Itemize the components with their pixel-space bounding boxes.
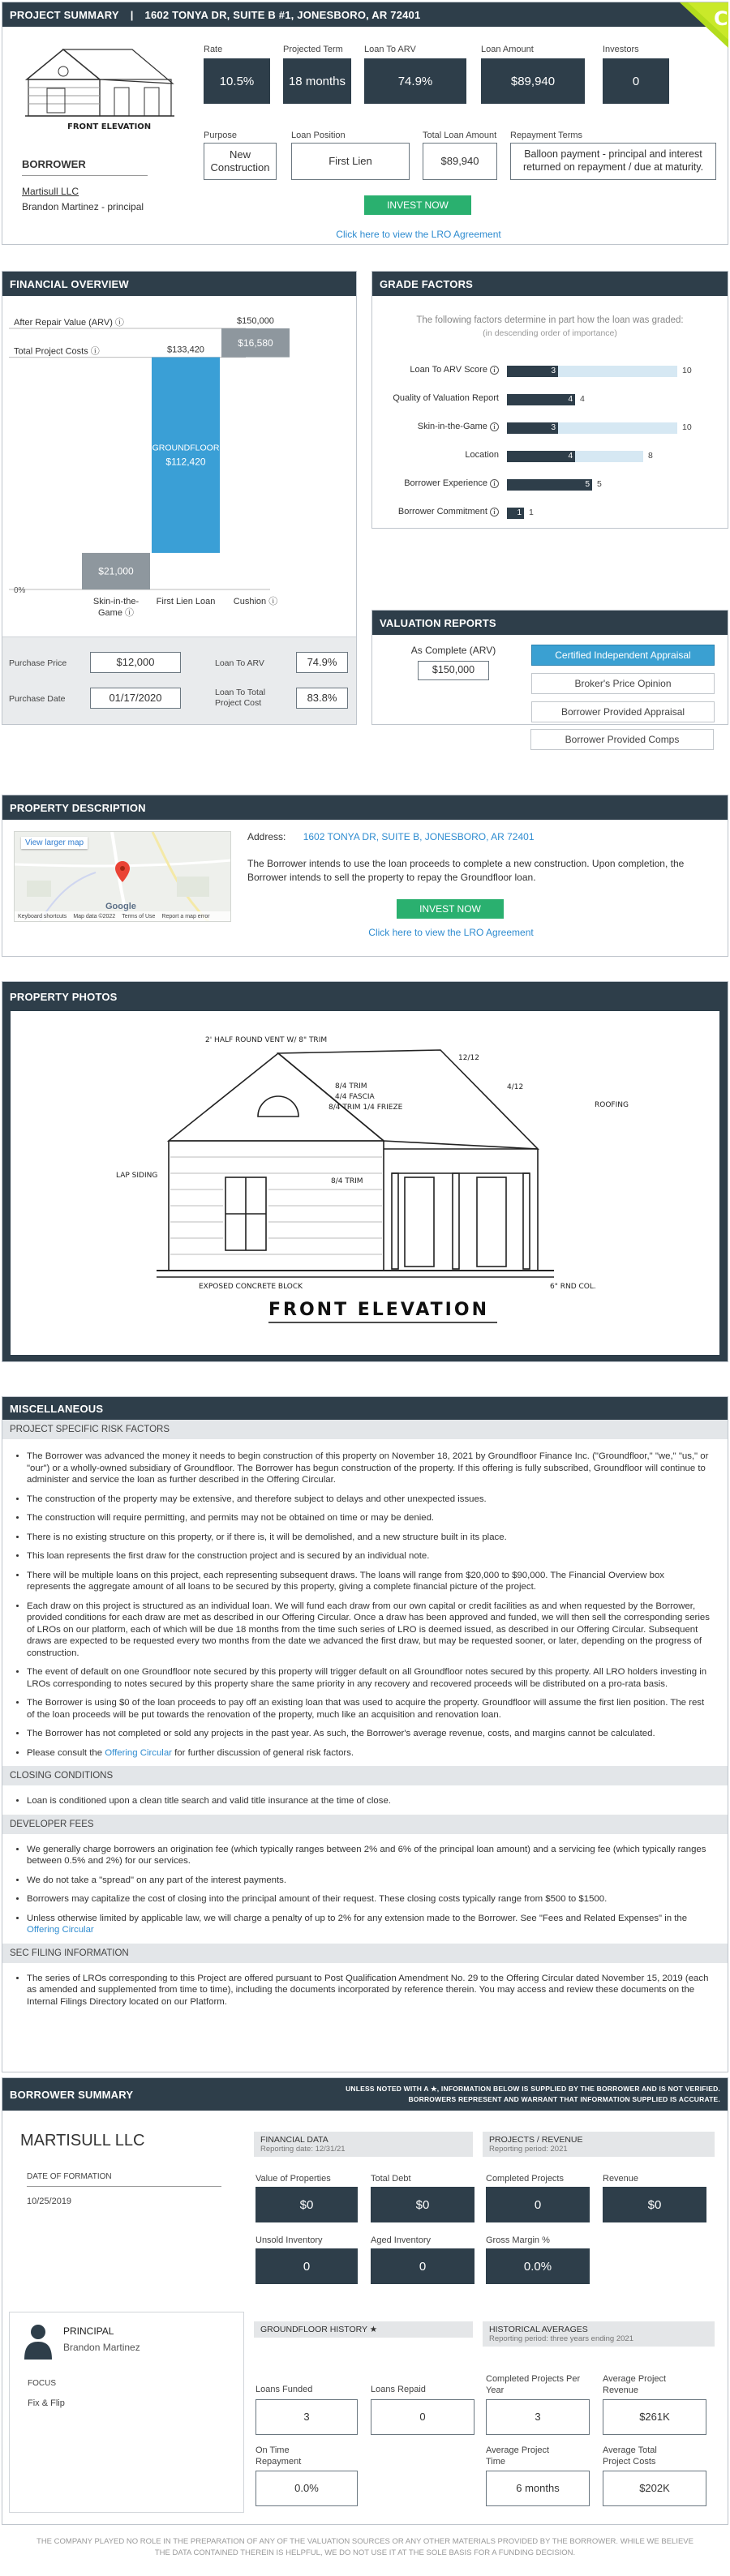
risk-item: • The Borrower has not completed or sold any projects in the past year. As such, the Borrower's average revenue, costs, and margins cannot be calculated. <box>27 1728 710 1740</box>
metric-term-label: Projected Term <box>283 45 343 54</box>
property-description-text: The Borrower intends to use the loan proceeds to complete a new construction. Upon completion, the Borrower intends to sell the property to repay the Groundfloor loan. <box>247 858 685 883</box>
bar-loan-label-2: $112,420 <box>165 456 206 468</box>
fee-item: • We do not take a "spread" on any part of the interest payments. <box>27 1875 710 1887</box>
avg-cost-value: $202K <box>603 2471 706 2506</box>
risk-factors-list <box>2 1451 728 1759</box>
borrower-summary-title: BORROWER SUMMARY <box>10 2088 134 2101</box>
grade-factor-track <box>507 394 575 405</box>
purchase-price-value: $12,000 <box>90 652 181 673</box>
detail-purpose-label: Purpose <box>204 131 237 140</box>
annot-col: 6" RND COL. <box>550 1283 596 1291</box>
risk-item: • There will be multiple loans on this project, each representing subsequent draws. The loans will range from $20,000 to $90,000. The Financial Overview box represents the aggregate amount of all loans to be secured by this property, giving a complete financial picture of the project. <box>27 1570 710 1593</box>
grade-factor-fill: 1 <box>507 508 524 519</box>
aged-inventory-label: Aged Inventory <box>371 2235 431 2245</box>
photo-caption: FRONT ELEVATION <box>268 1300 489 1320</box>
grade-factor-track <box>507 366 677 377</box>
house-thumbnail <box>19 43 181 136</box>
unsold-inventory-label: Unsold Inventory <box>256 2235 323 2245</box>
consult-pre: Please consult the <box>27 1747 105 1758</box>
risk-item-consult <box>27 1747 710 1759</box>
grade-factor-row <box>372 504 728 522</box>
borrower-notice <box>346 2084 720 2105</box>
averages-sub: Reporting period: three years ending 2021 <box>489 2334 633 2343</box>
bar-loan-label-1: GROUNDFLOOR <box>152 443 220 453</box>
bar-cushion-label: $16,580 <box>238 336 273 349</box>
report-bpo[interactable]: Broker's Price Opinion <box>531 673 715 694</box>
penalty-pre: Unless otherwise limited by applicable law, we will charge a penalty of up to 2% for any extension made to the Borrower. See "Fees and Related Expenses" in the <box>27 1913 688 1923</box>
fee-item: • Borrowers may capitalize the cost of closing into the principal amount of their request. These closing costs typically range from $500 to $1500. <box>27 1893 710 1905</box>
valuation-panel <box>371 610 728 725</box>
property-invest-button[interactable]: INVEST NOW <box>397 899 504 919</box>
sec-item: • The series of LROs corresponding to this Project are offered pursuant to Post Qualification Amendment No. 29 to the Offering Circular dated November 15, 2019 (each as amended and supplemented from time to time), including the documents incorporated by reference therein. You may access and review these documents on the Internal Filings Directory located on our Platform. <box>27 1973 710 2008</box>
annot-trim1: 8/4 TRIM <box>335 1082 367 1091</box>
borrower-company-link[interactable]: Martisull LLC <box>22 186 79 197</box>
info-icon[interactable]: i <box>490 479 499 488</box>
detail-repayment-label: Repayment Terms <box>510 131 583 140</box>
borrower-notice-line1: UNLESS NOTED WITH A ★, INFORMATION BELOW IS SUPPLIED BY THE BORROWER AND IS NOT VERIFIED. <box>346 2085 720 2093</box>
avg-completed-value: 3 <box>486 2399 590 2435</box>
metric-rate <box>204 45 270 104</box>
summary-invest-button[interactable]: INVEST NOW <box>364 195 471 215</box>
grade-factor-fill: 3 <box>507 422 558 434</box>
bar-first-lien-loan <box>152 358 220 553</box>
revenue-label: Revenue <box>603 2174 639 2184</box>
risk-item: • The Borrower was advanced the money it needs to begin construction of this property on November 18, 2021 by Groundfloor Finance Inc. ("Groundfloor," "we," "us," or "our") or a wholly-owned subsidiary of Groundfloor. The Borrower has begun construction of the property. If this offering is fully subscribed, Groundfloor will continue to administer and service the loan as further described in the Offering Circular. <box>27 1451 710 1486</box>
info-icon[interactable]: i <box>490 366 499 375</box>
financial-overview-panel <box>2 271 357 725</box>
grade-factor-label: Borrower Experience i <box>404 478 499 488</box>
grade-factor-label: Quality of Valuation Report <box>393 393 499 403</box>
cat-cushion: Cushion ⓘ <box>233 597 278 606</box>
financial-data-sub: Reporting date: 12/31/21 <box>260 2145 346 2154</box>
metric-ltv-value: 74.9% <box>364 58 466 104</box>
bs-company-name: MARTISULL LLC <box>20 2132 145 2150</box>
property-lro-link[interactable]: Click here to view the LRO Agreement <box>368 927 534 938</box>
property-photos-header <box>2 982 728 1011</box>
grade-factors-title: GRADE FACTORS <box>380 277 474 290</box>
grade-factor-row <box>372 448 728 465</box>
tpc-label: Total Project Costs ⓘ <box>14 346 100 357</box>
bar-skin-label: $21,000 <box>98 565 134 577</box>
miscellaneous-header <box>2 1397 728 1420</box>
closing-conditions-heading: CLOSING CONDITIONS <box>2 1766 728 1785</box>
grade-factor-fill: 3 <box>507 366 558 377</box>
loans-funded-value: 3 <box>256 2399 358 2435</box>
map-footer-report[interactable]: Report a map error <box>161 913 210 919</box>
summary-lro-link[interactable]: Click here to view the LRO Agreement <box>336 229 501 240</box>
grade-factor-fill: 4 <box>507 451 575 462</box>
arv-label: After Repair Value (ARV) ⓘ <box>14 318 124 328</box>
annot-pitch1: 12/12 <box>458 1054 479 1062</box>
annot-fascia: 4/4 FASCIA <box>335 1093 375 1101</box>
grade-factor-row <box>372 391 728 409</box>
miscellaneous-title: MISCELLANEOUS <box>10 1402 104 1415</box>
metric-investors-value: 0 <box>603 58 669 104</box>
map-footer <box>15 911 231 921</box>
info-icon[interactable]: i <box>490 508 499 516</box>
borrower-person: Brandon Martinez - principal <box>22 201 144 212</box>
averages-title: HISTORICAL AVERAGES <box>489 2325 588 2334</box>
purchase-price-label: Purchase Price <box>9 658 67 668</box>
fee-item: • We generally charge borrowers an origination fee (which typically ranges between 2% and 6% of the principal loan amount) and a servicing fee (which typically ranges between 0.5% and 2%) for our services. <box>27 1844 710 1867</box>
property-photos-title: PROPERTY PHOTOS <box>10 990 118 1003</box>
completed-projects-value: 0 <box>486 2187 590 2222</box>
project-address: 1602 TONYA DR, SUITE B #1, JONESBORO, AR 72401 <box>144 8 421 21</box>
borrower-summary-panel <box>2 2077 728 2525</box>
completed-projects-label: Completed Projects <box>486 2174 564 2184</box>
focus-label: FOCUS <box>28 2379 56 2388</box>
grade-factor-track <box>507 422 677 434</box>
map-pin-icon <box>115 861 130 882</box>
projects-sub: Reporting period: 2021 <box>489 2145 568 2154</box>
map-footer-shortcuts[interactable]: Keyboard shortcuts <box>18 913 67 919</box>
ltc-value: 83.8% <box>296 688 348 709</box>
grade-intro: The following factors determine in part how the loan was graded: <box>416 315 684 325</box>
grade-factor-max: 4 <box>580 394 585 404</box>
ltc-label: Loan To Total Project Cost <box>215 688 266 708</box>
loans-repaid-value: 0 <box>371 2399 474 2435</box>
elevation-drawing-icon <box>11 1011 719 1355</box>
consult-post: for further discussion of general risk factors. <box>171 1747 354 1758</box>
annot-roofing: ROOFING <box>595 1101 629 1109</box>
gross-margin-value: 0.0% <box>486 2248 590 2284</box>
borrower-summary-header <box>2 2078 728 2111</box>
ltv-value: 74.9% <box>296 652 348 673</box>
grade-factor-row <box>372 419 728 437</box>
report-borrower-comps[interactable]: Borrower Provided Comps <box>530 729 714 750</box>
property-description-title: PROPERTY DESCRIPTION <box>10 801 146 814</box>
annot-vent: 2' HALF ROUND VENT W/ 8" TRIM <box>205 1036 328 1044</box>
detail-loan-position-label: Loan Position <box>291 131 346 140</box>
detail-repayment-value: Balloon payment - principal and interest returned on repayment / due at maturity. <box>510 143 716 180</box>
risk-item: • There is no existing structure on this property, or if there is, it will be demolished, and a new structure built in its place. <box>27 1532 710 1544</box>
projects-header <box>483 2132 715 2157</box>
projects-title: PROJECTS / REVENUE <box>489 2135 583 2145</box>
sec-filing-list <box>2 1973 728 2008</box>
loans-funded-label: Loans Funded <box>256 2385 313 2394</box>
grade-factor-max: 8 <box>648 451 653 461</box>
project-summary-title: PROJECT SUMMARY <box>10 8 119 21</box>
valuation-header <box>372 611 728 635</box>
cat-skin-line-1: Skin-in-the- <box>92 597 140 606</box>
grade-factor-fill: 5 <box>507 479 592 491</box>
bs-date-label: DATE OF FORMATION <box>27 2172 221 2187</box>
avg-revenue-value: $261K <box>603 2399 706 2435</box>
property-address-label: Address: <box>247 831 286 842</box>
risk-item: • The construction of the property may be extensive, and therefore subject to delays and other unexpected issues. <box>27 1494 710 1506</box>
grade-factor-max: 5 <box>597 479 602 489</box>
total-debt-value: $0 <box>371 2187 474 2222</box>
on-time-value: 0.0% <box>256 2471 358 2506</box>
closing-conditions-list <box>2 1795 728 1807</box>
detail-total-loan <box>423 131 497 180</box>
risk-item: • This loan represents the first draw for the construction project and is secured by an individual note. <box>27 1550 710 1562</box>
house-sketch-icon <box>19 43 181 136</box>
metric-investors <box>603 45 669 104</box>
fee-item-penalty <box>27 1913 710 1936</box>
principal-block <box>9 2312 244 2513</box>
property-photo[interactable] <box>11 1011 719 1355</box>
risk-item: • The Borrower is using $0 of the loan proceeds to pay off an existing loan that was used to acquire the property. Groundfloor will assume the first lien position. The rest of the loan proceeds will be put towards the renovation of the property, much like an acquisition and renovation loan. <box>27 1697 710 1721</box>
annot-lap-siding: LAP SIDING <box>116 1172 158 1180</box>
metric-loan-amount-label: Loan Amount <box>481 45 534 54</box>
annot-pitch2: 4/12 <box>507 1083 524 1091</box>
principal-label: PRINCIPAL <box>63 2325 114 2337</box>
tpc-value: $133,420 <box>167 345 204 355</box>
on-time-label: On Time Repayment <box>256 2445 302 2467</box>
map-footer-data: Map data ©2022 <box>73 913 116 919</box>
map-google-logo: Google <box>105 902 136 911</box>
cat-skin-line-2: Game ⓘ <box>97 608 135 618</box>
grade-factor-fill: 4 <box>507 394 575 405</box>
annot-trim2: 8/4 TRIM <box>331 1177 363 1185</box>
borrower-notice-line2: BORROWERS REPRESENT AND WARRANT THAT INFORMATION SUPPLIED IS ACCURATE. <box>408 2095 720 2103</box>
property-description-panel <box>2 795 728 957</box>
grade-intro-sub: (in descending order of importance) <box>483 328 617 338</box>
grade-factor-max: 1 <box>529 508 534 517</box>
valuation-title: VALUATION REPORTS <box>380 616 496 629</box>
grade-factor-track <box>507 479 592 491</box>
metric-ltv-label: Loan To ARV <box>364 45 416 54</box>
financial-data-title: FINANCIAL DATA <box>260 2135 328 2145</box>
ltv-label: Loan To ARV <box>215 658 264 668</box>
unsold-inventory-value: 0 <box>256 2248 358 2284</box>
project-summary-header <box>2 2 728 30</box>
map-footer-terms[interactable]: Terms of Use <box>122 913 156 919</box>
avg-cost-label: Average Total Project Costs <box>603 2445 657 2467</box>
grade-factor-label: Borrower Commitment i <box>398 507 499 516</box>
risk-item: • Each draw on this project is structured as an individual loan. We will fund each draw from our own capital or credit facilities as and when requested by the Borrower, provided conditions for each draw are met as described in our Offering Circular. Once a draw has been approved and funded, we will then sell the corresponding series of LROs on our platform, each of which will be due 18 months from the time such series of LRO is deemed issued, as described in our Offering Circular. Subsequent draws are expected to be requested every two months from the date we advanced the first draw, but may be requested sooner, or later, depending on the progress of construction. <box>27 1601 710 1660</box>
sec-filing-heading: SEC FILING INFORMATION <box>2 1944 728 1963</box>
offering-circular-link[interactable]: Offering Circular <box>105 1747 172 1758</box>
purchase-date-label: Purchase Date <box>9 694 66 704</box>
borrower-heading: BORROWER <box>22 158 148 176</box>
grade-factor-row <box>372 476 728 494</box>
property-photos-panel <box>2 981 728 1362</box>
annot-frieze: 8/4 TRIM 1/4 FRIEZE <box>328 1104 403 1112</box>
metric-loan-amount <box>481 45 585 104</box>
metric-term <box>283 45 351 104</box>
grade-factor-row <box>372 362 728 380</box>
grade-factor-track <box>507 451 643 462</box>
metric-investors-label: Investors <box>603 45 639 54</box>
annot-concrete: EXPOSED CONCRETE BLOCK <box>199 1283 303 1291</box>
map-larger-link[interactable]: View larger map <box>21 837 88 849</box>
project-summary-panel <box>2 2 728 245</box>
zero-label: 0% <box>14 586 26 595</box>
offering-circular-link-2[interactable]: Offering Circular <box>27 1925 94 1935</box>
detail-total-loan-value: $89,940 <box>423 143 497 180</box>
detail-purpose-value: New Construction <box>204 143 277 180</box>
value-properties-value: $0 <box>256 2187 358 2222</box>
gross-margin-label: Gross Margin % <box>486 2235 550 2245</box>
avg-time-label: Average Project Time <box>486 2445 550 2467</box>
risk-item: • The event of default on one Groundfloor note secured by this property will trigger default on all Groundfloor notes secured by this property. All LRO holders investing in LROs corresponding to notes secured by this property share the same priority in any recovery and recovered proceeds will be distributed on a pro-rata basis. <box>27 1666 710 1690</box>
grade-factor-max: 10 <box>682 366 692 375</box>
revenue-value: $0 <box>603 2187 706 2222</box>
thumbnail-caption: FRONT ELEVATION <box>67 122 152 131</box>
developer-fees-list <box>2 1844 728 1936</box>
grade-factors-header <box>372 272 728 296</box>
detail-loan-position <box>291 131 410 180</box>
value-properties-label: Value of Properties <box>256 2174 331 2184</box>
developer-fees-heading: DEVELOPER FEES <box>2 1815 728 1834</box>
borrower-block <box>22 158 152 212</box>
principal-name: Brandon Martinez <box>63 2342 140 2353</box>
financial-data-header <box>254 2132 473 2157</box>
metric-rate-label: Rate <box>204 45 223 54</box>
history-header <box>254 2321 473 2338</box>
disclaimer: THE COMPANY PLAYED NO ROLE IN THE PREPARATION OF ANY OF THE VALUATION SOURCES OR ANY OTHER MATERIALS PROVIDED BY THE BORROWER. WHILE WE BELIEVE THE DATA CONTAINED THEREIN IS HELPFUL, WE DO NOT USE IT AT THE SOLE BASIS FOR A FUNDING DECISION. <box>36 2537 694 2557</box>
detail-purpose <box>204 131 277 180</box>
grade-factor-max: 10 <box>682 422 692 432</box>
avg-time-value: 6 months <box>486 2471 590 2506</box>
avg-revenue-label: Average Project Revenue <box>603 2374 667 2395</box>
miscellaneous-panel <box>2 1396 728 2072</box>
financial-fields <box>2 636 356 724</box>
grade-badge-icon <box>672 2 728 48</box>
report-certified[interactable]: Certified Independent Appraisal <box>531 645 715 666</box>
detail-total-loan-label: Total Loan Amount <box>423 131 497 140</box>
person-icon <box>24 2324 52 2360</box>
info-icon[interactable]: i <box>490 422 499 431</box>
as-complete-value: $150,000 <box>418 661 489 680</box>
financial-chart <box>2 296 356 636</box>
grade-factor-label: Skin-in-the-Game i <box>418 422 499 431</box>
avg-completed-label: Completed Projects Per Year <box>486 2374 581 2395</box>
risk-item: • The construction will require permitting, and permits may not be obtained on time or may be denied. <box>27 1512 710 1524</box>
metric-term-value: 18 months <box>283 58 351 104</box>
header-separator: | <box>130 8 134 21</box>
financial-overview-title: FINANCIAL OVERVIEW <box>10 277 129 290</box>
focus-value: Fix & Flip <box>28 2398 65 2408</box>
grade-factor-track <box>507 508 524 519</box>
total-debt-label: Total Debt <box>371 2174 411 2184</box>
risk-factors-heading: PROJECT SPECIFIC RISK FACTORS <box>2 1420 728 1439</box>
grade-letter: C <box>714 7 728 30</box>
detail-loan-position-value: First Lien <box>291 143 410 180</box>
metric-ltv <box>364 45 466 104</box>
aged-inventory-value: 0 <box>371 2248 474 2284</box>
purchase-date-value: 01/17/2020 <box>90 688 181 709</box>
loans-repaid-label: Loans Repaid <box>371 2385 426 2394</box>
report-borrower-appraisal[interactable]: Borrower Provided Appraisal <box>531 701 715 722</box>
grade-factor-label: Loan To ARV Score i <box>410 365 499 375</box>
detail-repayment <box>510 131 716 180</box>
property-description-header <box>2 795 728 820</box>
grade-factor-label: Location <box>465 450 499 460</box>
bs-date-value: 10/25/2019 <box>27 2197 72 2206</box>
metric-rate-value: 10.5% <box>204 58 270 104</box>
averages-header <box>483 2321 715 2347</box>
property-address-link[interactable]: 1602 TONYA DR, SUITE B, JONESBORO, AR 72401 <box>303 831 535 842</box>
history-title: GROUNDFLOOR HISTORY ★ <box>260 2325 378 2334</box>
cat-loan: First Lien Loan <box>156 597 216 606</box>
financial-overview-header <box>2 272 356 296</box>
arv-value: $150,000 <box>237 316 274 326</box>
as-complete-label: As Complete (ARV) <box>410 645 496 656</box>
metric-loan-amount-value: $89,940 <box>481 58 585 104</box>
map-embed[interactable] <box>14 831 231 922</box>
grade-factors-panel <box>371 271 728 529</box>
property-address-row <box>247 831 535 842</box>
closing-item: • Loan is conditioned upon a clean title search and valid title insurance at the time of close. <box>27 1795 710 1807</box>
